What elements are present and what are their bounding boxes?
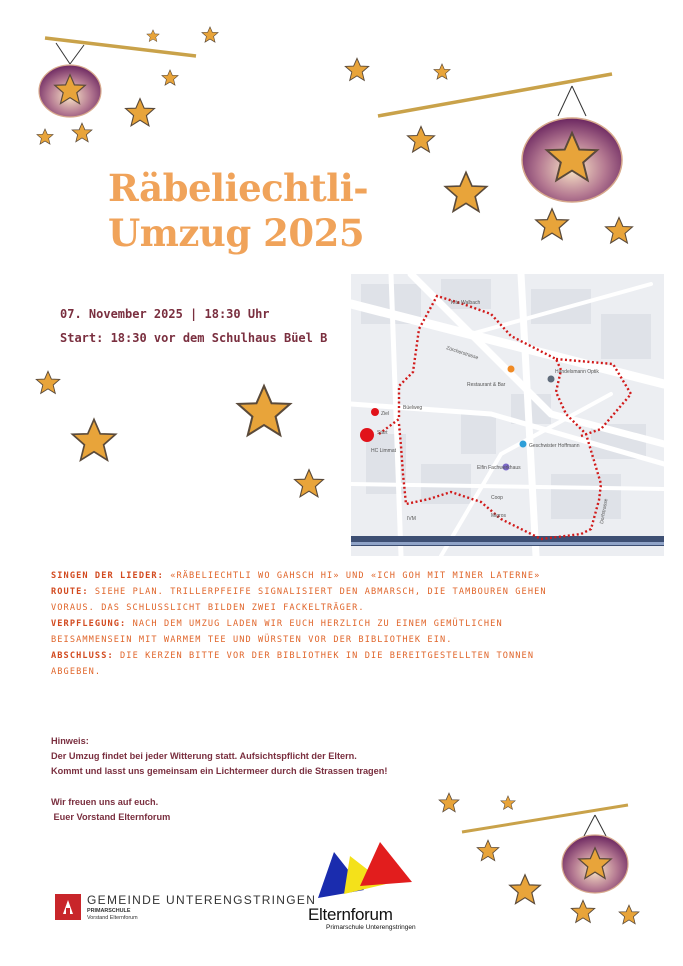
gemeinde-subtitle: PRIMARSCHULE Vorstand Elternforum bbox=[87, 908, 138, 921]
title-line-1: Räbeliechtli- bbox=[108, 166, 369, 210]
notes-line-1: Der Umzug findet bei jeder Witterung statt. Aufsichtspflicht der Eltern. bbox=[51, 751, 357, 761]
info-item-singen: SINGEN DER LIEDER: «RÄBELIECHTLI WO GAHSCH HI» UND «ICH GOH MIT MINER LATERNE» bbox=[51, 571, 541, 581]
elternforum-name: Elternforum bbox=[308, 905, 393, 924]
star-icon bbox=[619, 905, 639, 924]
map-label-restaurant: Restaurant & Bar bbox=[467, 382, 506, 388]
star-icon bbox=[606, 218, 633, 244]
map-label-zuercher: Zürcherstrasse bbox=[445, 345, 479, 362]
closing-line-2: Euer Vorstand Elternforum bbox=[51, 812, 171, 822]
star-icon bbox=[345, 58, 368, 80]
event-details bbox=[60, 302, 327, 350]
notes-heading: Hinweis: bbox=[51, 736, 89, 746]
star-icon bbox=[536, 209, 568, 240]
star-icon bbox=[202, 27, 218, 42]
star-icon bbox=[510, 875, 541, 904]
title-line-2: Umzug 2025 bbox=[108, 211, 365, 256]
star-icon bbox=[477, 840, 499, 860]
gemeinde-logo-icon bbox=[55, 894, 81, 920]
closing-line-1: Wir freuen uns auf euch. bbox=[51, 797, 159, 807]
map-label-migros: Migros bbox=[491, 513, 507, 519]
star-icon bbox=[295, 470, 324, 497]
star-icon bbox=[238, 386, 290, 435]
elternforum-logo-icon bbox=[316, 842, 414, 904]
elternforum-subtitle: Primarschule Unterengstringen bbox=[326, 924, 416, 931]
map-label-coop: Coop bbox=[491, 495, 503, 501]
map-label-hc-limmat: HC Limmat bbox=[371, 448, 397, 454]
star-icon bbox=[147, 30, 160, 42]
map-label-kita: Kita Walbach bbox=[451, 300, 481, 306]
route-map bbox=[351, 274, 664, 556]
info-item-route: ROUTE: SIEHE PLAN. TRILLERPFEIFE SIGNALISIERT DEN ABMARSCH, DIE TAMBOUREN GEHEN VORAUS. DAS SCHLUSSLICHT BILDEN ZWEI FACKELTRÄGER. bbox=[51, 587, 547, 613]
star-icon bbox=[72, 123, 92, 142]
star-icon bbox=[162, 70, 178, 85]
info-item-verpflegung: VERPFLEGUNG: NACH DEM UMZUG LADEN WIR EUCH HERZLICH ZU EINEM GEMÜTLICHEN BEISAMMENSEIN MIT WARMEM TEE UND WÜRSTEN VOR DER BIBLIOTHEK EIN. bbox=[51, 619, 503, 645]
map-label-ziel: Ziel bbox=[381, 411, 390, 417]
star-icon bbox=[439, 793, 459, 812]
star-icon bbox=[445, 172, 486, 211]
star-icon bbox=[126, 99, 155, 126]
map-label-geschw: Geschwister Hoffmann bbox=[529, 443, 580, 449]
info-block bbox=[51, 568, 571, 680]
star-icon bbox=[408, 127, 435, 153]
map-label-ivm: IVM bbox=[407, 516, 416, 522]
route-map-image bbox=[351, 274, 664, 556]
notes-line-2: Kommt und lasst uns gemeinsam ein Lichtermeer durch die Strassen tragen! bbox=[51, 766, 388, 776]
event-date: 07. November 2025 | 18:30 Uhr bbox=[60, 307, 270, 321]
map-label-dorf: Dorfstrasse bbox=[599, 498, 610, 525]
map-label-start: Start bbox=[377, 430, 388, 436]
map-label-handelsmann: Handelsmann Optik bbox=[555, 369, 599, 375]
event-start: Start: 18:30 vor dem Schulhaus Büel B bbox=[60, 331, 328, 345]
page-title bbox=[108, 166, 428, 256]
gemeinde-name: GEMEINDE UNTERENGSTRINGEN bbox=[87, 893, 317, 907]
map-label-elfin: Elfin Fachwerkhaus bbox=[477, 465, 521, 471]
notes-block bbox=[51, 734, 387, 779]
info-item-abschluss: ABSCHLUSS: DIE KERZEN BITTE VOR DER BIBLIOTHEK IN DIE BEREITGESTELLTEN TONNEN ABGEBEN. bbox=[51, 651, 535, 677]
star-icon bbox=[72, 419, 115, 460]
star-icon bbox=[37, 129, 53, 144]
star-icon bbox=[501, 796, 515, 810]
star-icon bbox=[571, 900, 594, 922]
star-icon bbox=[36, 371, 59, 393]
map-label-buelweg: Büelweg bbox=[403, 405, 423, 411]
closing-block bbox=[51, 795, 170, 825]
star-icon bbox=[434, 64, 450, 79]
